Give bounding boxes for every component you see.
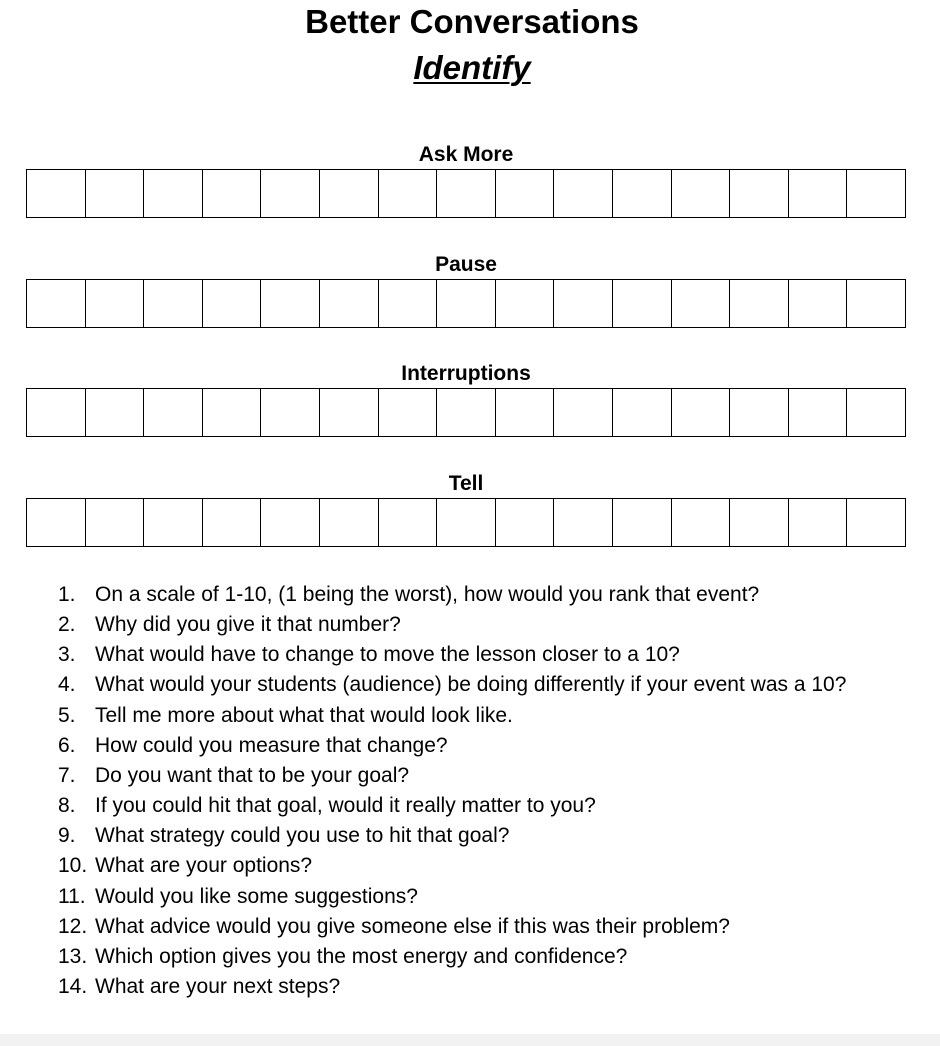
tally-box (379, 170, 438, 217)
question-number: 12. (58, 914, 88, 938)
question-text: What are your next steps? (95, 975, 341, 999)
tally-box (320, 170, 379, 217)
tally-box (86, 389, 145, 436)
tally-grid-pause (26, 279, 906, 328)
tally-box (847, 170, 905, 217)
tally-box (496, 499, 555, 546)
question-text: What would have to change to move the lesson closer to a 10? (95, 643, 680, 667)
tally-box (613, 170, 672, 217)
tally-box (27, 170, 86, 217)
tally-box (496, 280, 555, 327)
tally-box (847, 280, 905, 327)
page-bottom-edge (0, 1034, 940, 1046)
question-item (58, 972, 898, 1002)
tally-grid-tell (26, 498, 906, 547)
page-title: Better Conversations (305, 3, 639, 40)
question-item (58, 610, 898, 640)
question-text: If you could hit that goal, would it really matter to you? (95, 794, 596, 818)
question-text: Which option gives you the most energy and confidence? (95, 944, 628, 968)
question-item (58, 761, 898, 791)
tally-box (730, 170, 789, 217)
tally-box (203, 280, 262, 327)
tally-box (203, 499, 262, 546)
tally-box (379, 389, 438, 436)
question-number: 13. (58, 944, 88, 968)
question-number: 9. (58, 824, 76, 848)
question-text: What are your options? (95, 854, 313, 878)
tally-box (496, 389, 555, 436)
tally-box (496, 170, 555, 217)
tally-box (144, 499, 203, 546)
question-item (58, 851, 898, 881)
tally-box (789, 170, 848, 217)
tally-box (672, 499, 731, 546)
question-text: How could you measure that change? (95, 733, 448, 757)
tally-box (437, 389, 496, 436)
tally-box (144, 170, 203, 217)
question-number: 5. (58, 703, 76, 727)
tally-box (554, 280, 613, 327)
question-item (58, 670, 898, 700)
tally-label-tell: Tell (448, 472, 484, 495)
question-item (58, 912, 898, 942)
tally-box (554, 389, 613, 436)
tally-box (437, 499, 496, 546)
tally-box (730, 280, 789, 327)
tally-box (730, 389, 789, 436)
question-number: 8. (58, 794, 76, 818)
tally-box (789, 499, 848, 546)
tally-box (144, 389, 203, 436)
tally-grid-interruptions (26, 388, 906, 437)
question-number: 14. (58, 975, 88, 999)
tally-label-ask-more: Ask More (418, 143, 514, 166)
question-item (58, 942, 898, 972)
question-item (58, 701, 898, 731)
tally-box (320, 389, 379, 436)
question-text: Would you like some suggestions? (95, 884, 418, 908)
tally-box (320, 280, 379, 327)
question-item (58, 731, 898, 761)
tally-box (672, 280, 731, 327)
tally-box (437, 170, 496, 217)
question-number: 2. (58, 613, 76, 637)
tally-box (203, 389, 262, 436)
tally-label-interruptions: Interruptions (401, 362, 531, 385)
tally-box (86, 499, 145, 546)
question-item (58, 791, 898, 821)
question-number: 7. (58, 763, 76, 787)
question-list (58, 580, 898, 1002)
question-number: 1. (58, 583, 76, 606)
question-item (58, 580, 898, 610)
question-text: On a scale of 1-10, (1 being the worst), how would you rank that event? (95, 583, 760, 606)
tally-box (672, 389, 731, 436)
question-number: 4. (58, 673, 76, 697)
tally-box (27, 389, 86, 436)
page-subtitle: Identify (413, 49, 531, 86)
tally-box (613, 499, 672, 546)
tally-box (672, 170, 731, 217)
question-text: Do you want that to be your goal? (95, 763, 410, 787)
question-text: What advice would you give someone else if this was their problem? (95, 914, 730, 938)
tally-box (437, 280, 496, 327)
question-text: Why did you give it that number? (95, 613, 401, 637)
tally-box (554, 170, 613, 217)
question-number: 11. (58, 884, 86, 908)
tally-box (261, 280, 320, 327)
tally-box (203, 170, 262, 217)
question-item (58, 640, 898, 670)
tally-label-pause: Pause (435, 253, 497, 276)
question-number: 10. (58, 854, 88, 878)
tally-box (27, 280, 86, 327)
tally-box (847, 499, 905, 546)
tally-box (261, 499, 320, 546)
question-item (58, 882, 898, 912)
tally-box (847, 389, 905, 436)
tally-box (86, 170, 145, 217)
tally-box (144, 280, 203, 327)
tally-box (613, 389, 672, 436)
question-text: What strategy could you use to hit that goal? (95, 824, 510, 848)
tally-box (379, 280, 438, 327)
tally-box (27, 499, 86, 546)
question-number: 3. (58, 643, 76, 667)
tally-box (261, 170, 320, 217)
tally-box (379, 499, 438, 546)
tally-box (789, 389, 848, 436)
tally-box (86, 280, 145, 327)
question-item (58, 821, 898, 851)
tally-box (261, 389, 320, 436)
question-text: Tell me more about what that would look like. (95, 703, 513, 727)
tally-box (789, 280, 848, 327)
tally-grid-ask-more (26, 169, 906, 218)
tally-box (320, 499, 379, 546)
tally-box (554, 499, 613, 546)
question-number: 6. (58, 733, 76, 757)
tally-box (613, 280, 672, 327)
tally-box (730, 499, 789, 546)
question-text: What would your students (audience) be doing differently if your event was a 10? (95, 673, 847, 697)
